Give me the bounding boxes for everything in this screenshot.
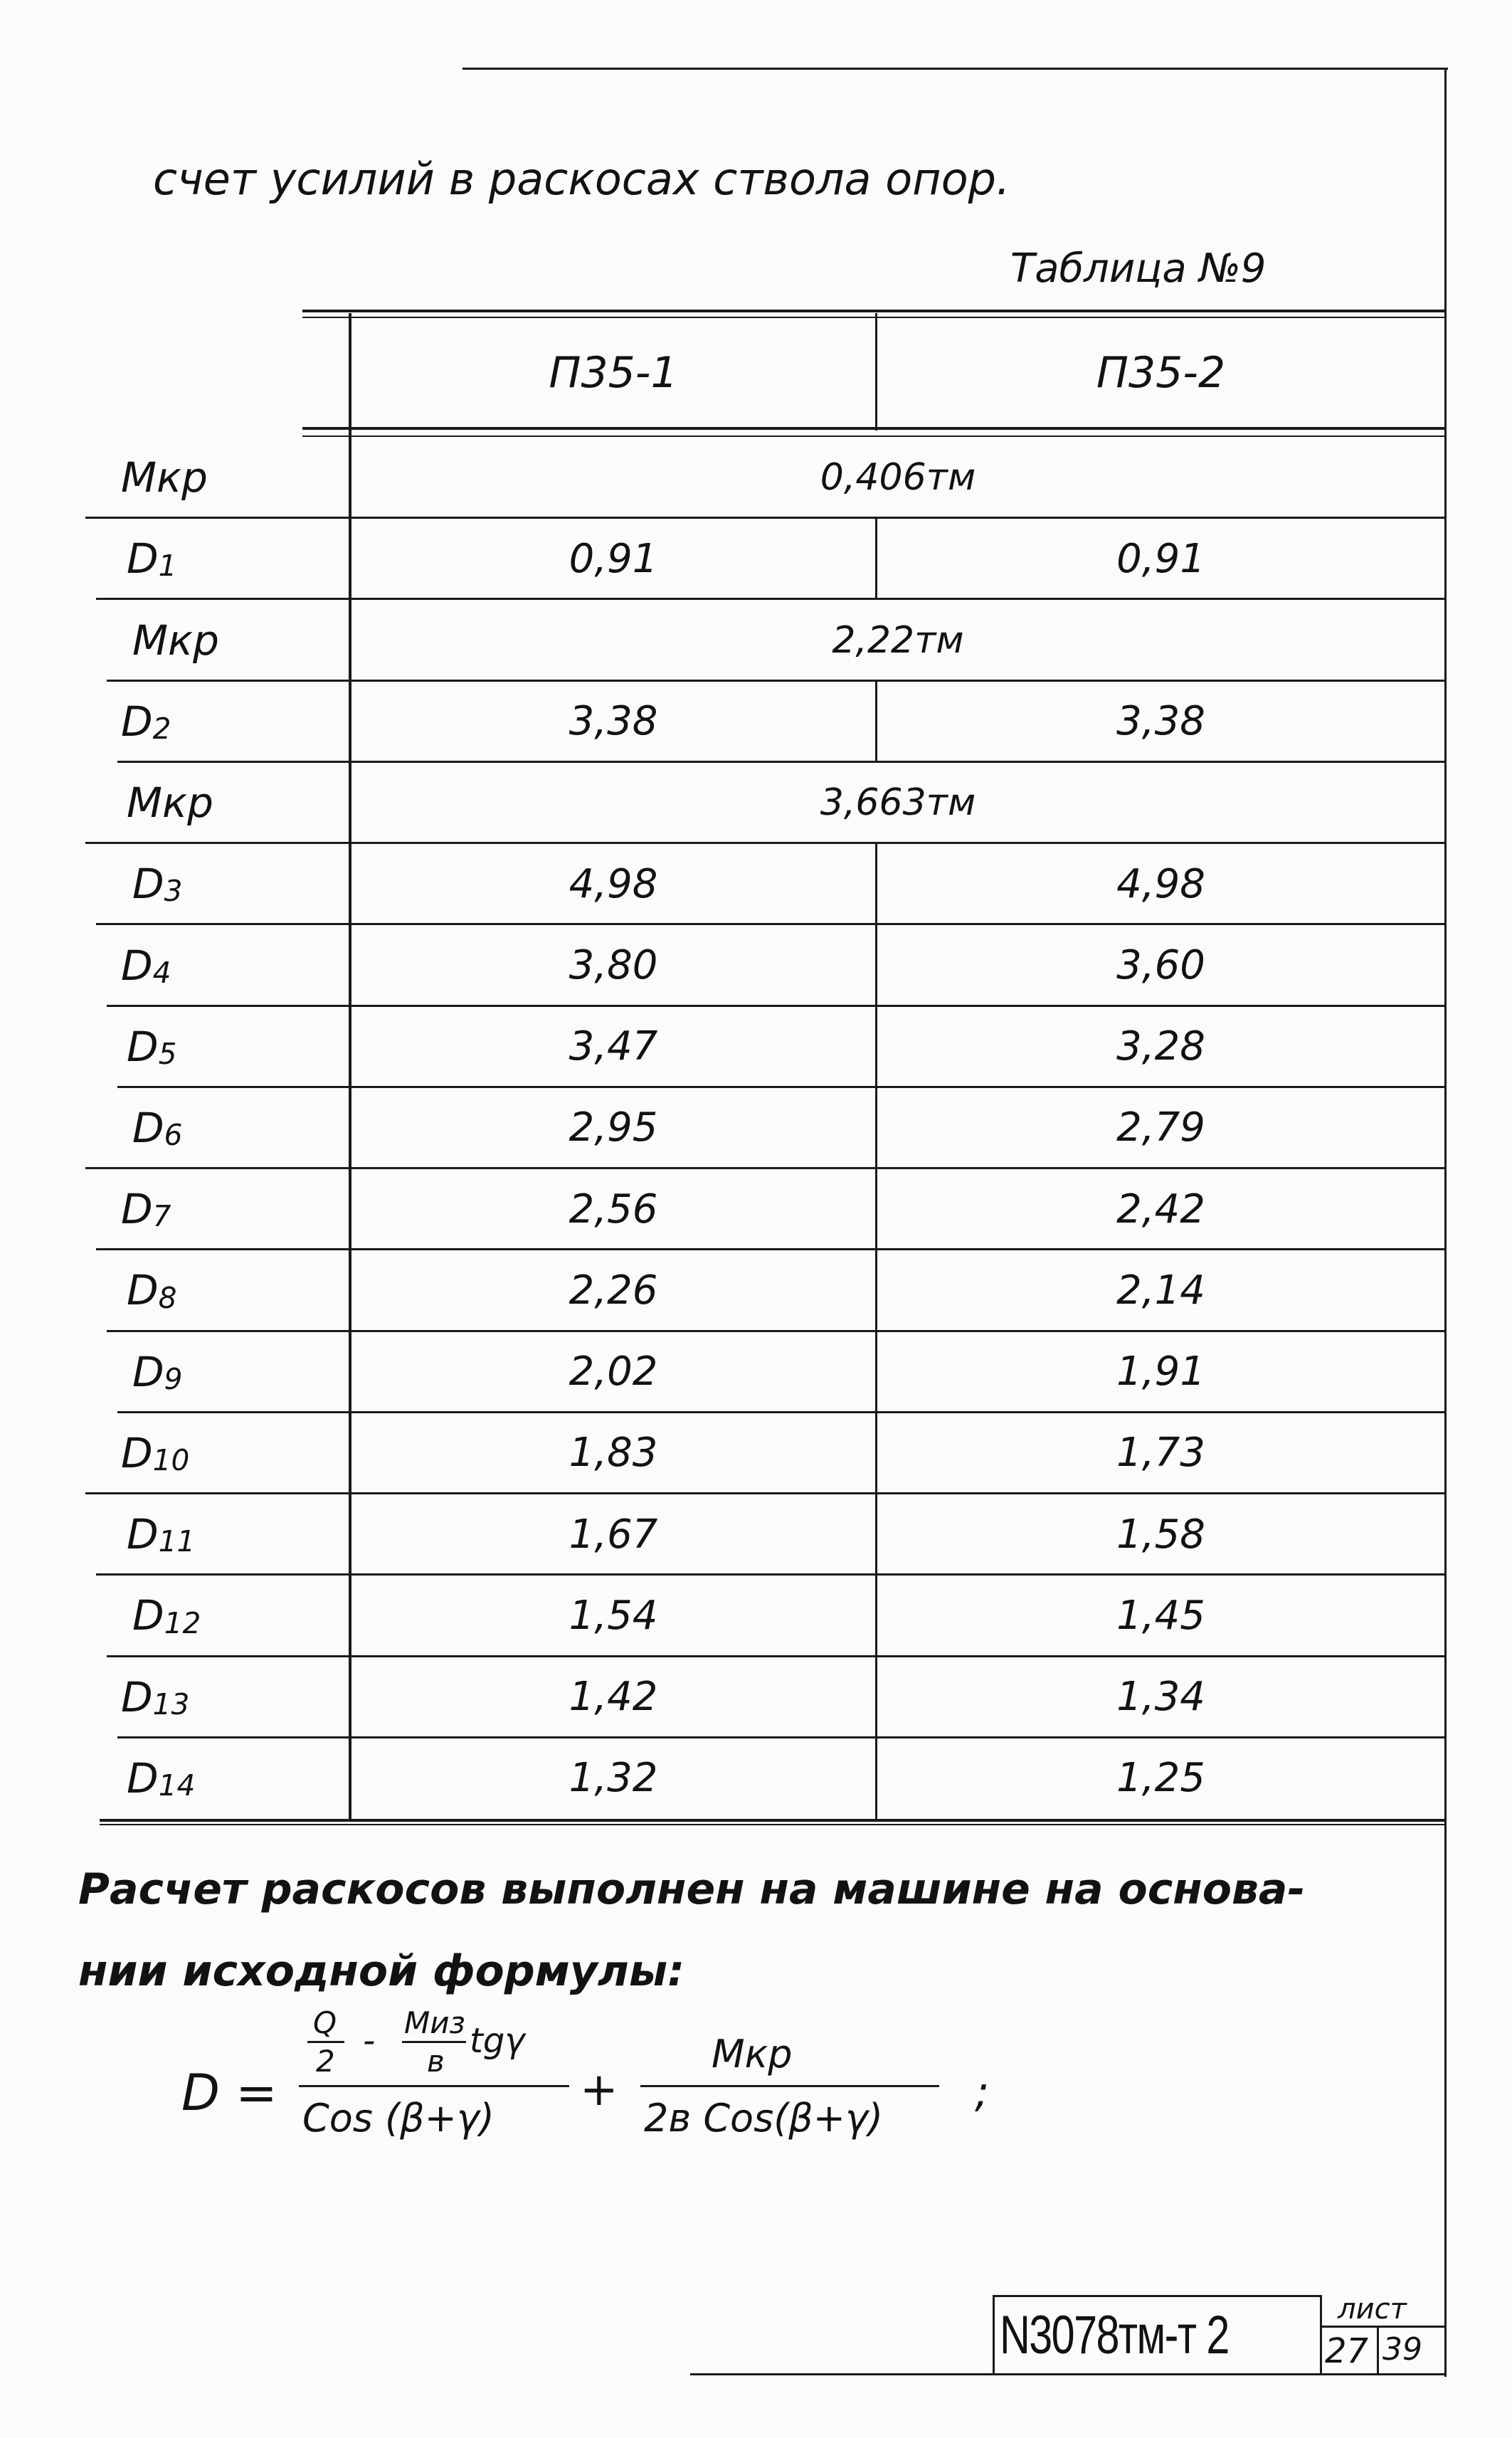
row-label: D 11 — [127, 1510, 196, 1559]
table-cell-p35-2: 3,28 — [1116, 1023, 1205, 1070]
column-divider — [875, 843, 877, 924]
row-label: D 12 — [132, 1591, 201, 1640]
table-cell-span: 3,663тм — [820, 781, 976, 825]
formula-den1: Cos (β+γ) — [302, 2096, 495, 2141]
table-cell-p35-2: 1,34 — [1116, 1674, 1205, 1721]
column-divider — [875, 1657, 877, 1738]
note-line-1: Расчет раскосов выполнен на машине на основа- — [78, 1864, 1306, 1914]
table-cell-p35-2: 3,38 — [1116, 698, 1205, 745]
fraction-bar-1 — [299, 2085, 569, 2087]
row-label: D 1 — [127, 534, 177, 584]
row-label: D 3 — [132, 860, 183, 909]
column-divider — [875, 1250, 877, 1331]
column-divider — [875, 518, 877, 599]
table-cell-p35-1: 1,67 — [569, 1511, 658, 1558]
table-cell-p35-1: 2,02 — [569, 1349, 658, 1395]
row-label: D 14 — [127, 1753, 196, 1803]
table-cell-p35-1: 1,42 — [569, 1674, 658, 1721]
table-cell-p35-2: 4,98 — [1116, 860, 1205, 907]
row-label: D 2 — [121, 697, 171, 746]
table-cell-p35-2: 1,45 — [1116, 1592, 1205, 1639]
page-bottom-border — [690, 2373, 1447, 2375]
page-top-border — [462, 68, 1448, 70]
page-heading: счет усилий в раскосах ствола опор. — [153, 153, 1010, 205]
table-cell-p35-1: 0,91 — [569, 535, 658, 582]
table-cell-p35-2: 2,42 — [1116, 1186, 1205, 1233]
table-cell-p35-2: 2,14 — [1116, 1267, 1205, 1314]
row-label: Мкр — [121, 453, 208, 502]
column-divider — [875, 1413, 877, 1494]
table-cell-span: 0,406тм — [820, 456, 976, 500]
formula-miz-den: в — [427, 2044, 445, 2079]
column-divider — [875, 924, 877, 1006]
table-cell-p35-2: 3,60 — [1116, 942, 1205, 989]
row-label: D 4 — [121, 941, 171, 990]
formula-tail: ; — [975, 2067, 990, 2117]
note-line-2: нии исходной формулы: — [78, 1946, 685, 1996]
table-cell-p35-2: 1,25 — [1116, 1755, 1205, 1802]
table-cell-p35-1: 2,56 — [569, 1186, 658, 1233]
table-cell-p35-1: 3,38 — [569, 698, 658, 745]
table-cell-p35-1: 3,47 — [569, 1023, 658, 1070]
row-label: Мкр — [132, 616, 219, 665]
table-cell-p35-1: 3,80 — [569, 942, 658, 989]
stamp-sheet-label: лист — [1338, 2293, 1407, 2326]
stamp-extra: 39 — [1383, 2331, 1422, 2368]
table-cell-span: 2,22тм — [832, 618, 964, 662]
table-cell-p35-1: 2,26 — [569, 1267, 658, 1314]
row-label: D 8 — [127, 1266, 177, 1315]
formula-plus: + — [580, 2064, 618, 2116]
column-divider — [875, 1738, 877, 1819]
table-cell-p35-2: 0,91 — [1116, 535, 1205, 582]
formula-den2: 2в Cos(β+γ) — [644, 2096, 884, 2141]
table-cell-p35-1: 1,32 — [569, 1755, 658, 1802]
table-cell-p35-1: 1,54 — [569, 1592, 658, 1639]
column-divider — [875, 1168, 877, 1250]
row-label: D 5 — [127, 1022, 177, 1071]
stamp-sheet-number: 27 — [1325, 2331, 1369, 2371]
row-label: D 7 — [121, 1185, 171, 1234]
page-right-border — [1444, 68, 1447, 2377]
formula-miz: Миз — [404, 2005, 465, 2040]
stamp-code: N3078тм-т 2 — [1000, 2305, 1229, 2365]
formula-q: Q — [313, 2005, 337, 2040]
column-divider — [875, 1331, 877, 1413]
formula-q-den: 2 — [316, 2044, 335, 2079]
formula-tg: tgγ — [470, 2021, 525, 2061]
row-label: D 9 — [132, 1347, 183, 1396]
row-label: D 10 — [121, 1428, 190, 1478]
row-label: D 6 — [132, 1103, 183, 1153]
column-divider — [875, 1575, 877, 1656]
table-cell-p35-2: 1,73 — [1116, 1430, 1205, 1477]
row-label: Мкр — [127, 779, 213, 828]
table-cell-p35-1: 2,95 — [569, 1104, 658, 1151]
column-divider — [875, 1087, 877, 1168]
table-cell-p35-1: 1,83 — [569, 1430, 658, 1477]
column-divider — [875, 1494, 877, 1575]
formula-mkr: Мкр — [712, 2032, 793, 2076]
column-divider — [875, 1006, 877, 1087]
fraction-bar-2 — [640, 2085, 939, 2087]
formula-lhs: D = — [181, 2064, 277, 2122]
table-cell-p35-1: 4,98 — [569, 860, 658, 907]
column-divider — [875, 681, 877, 762]
table-cell-p35-2: 1,91 — [1116, 1349, 1205, 1395]
column-header-p35-1: П35-1 — [549, 347, 678, 398]
row-label: D 13 — [121, 1672, 190, 1721]
table-cell-p35-2: 1,58 — [1116, 1511, 1205, 1558]
table-cell-p35-2: 2,79 — [1116, 1104, 1205, 1151]
formula-minus: - — [363, 2021, 376, 2061]
table-caption: Таблица №9 — [1010, 246, 1267, 292]
column-header-p35-2: П35-2 — [1096, 347, 1226, 398]
